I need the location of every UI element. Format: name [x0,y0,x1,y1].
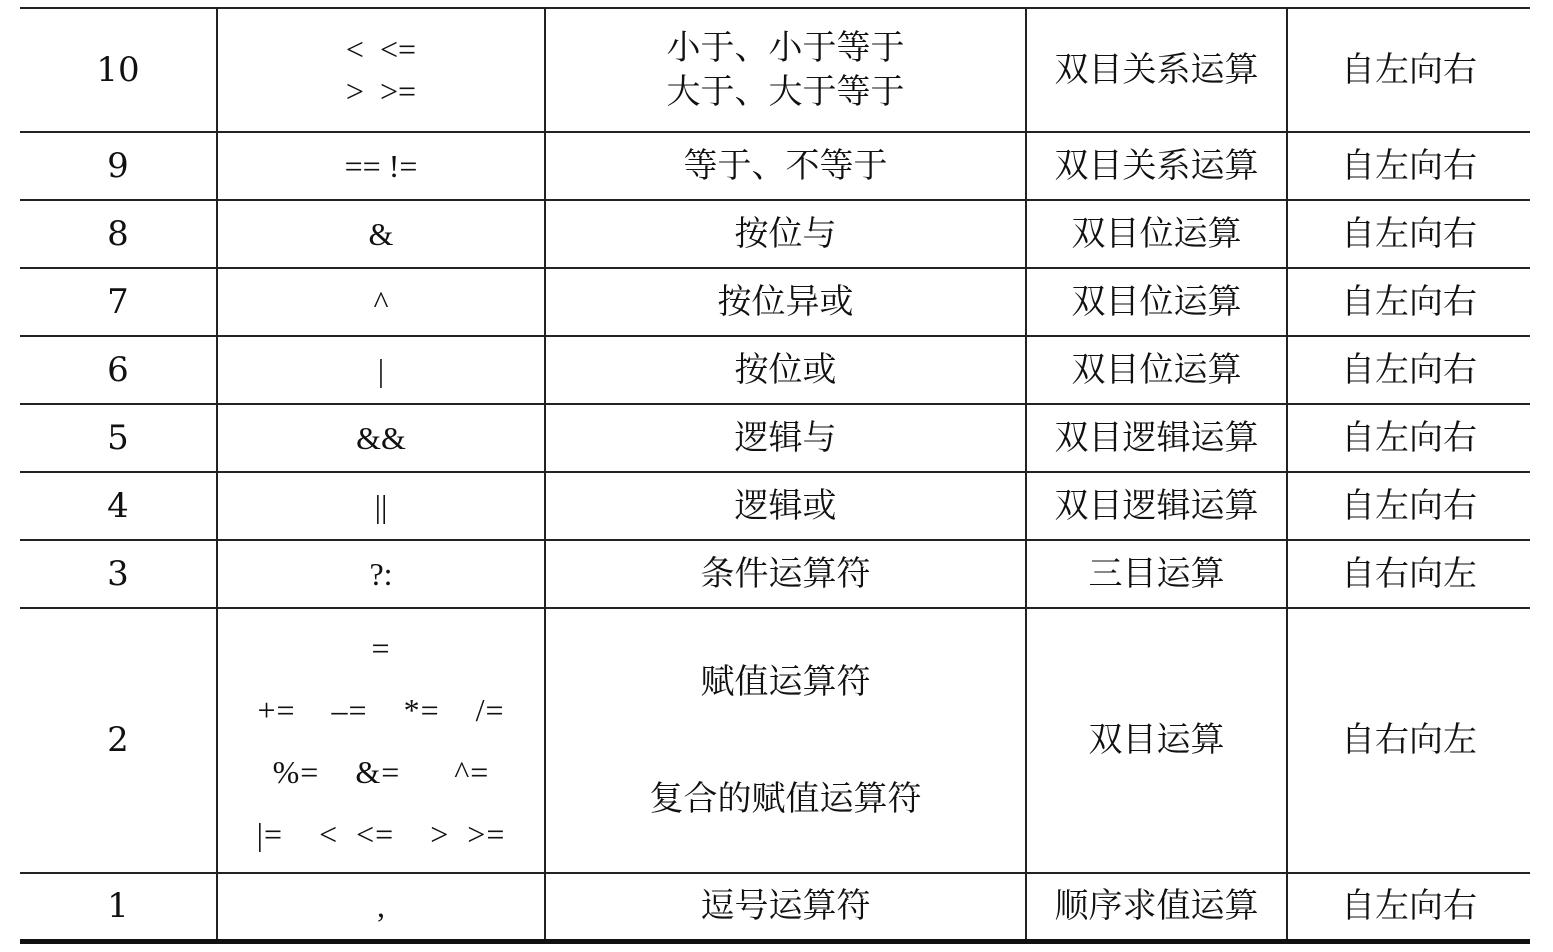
operation-type-cell: 双目位运算 [1026,200,1287,268]
associativity-cell: 自左向右 [1287,404,1530,472]
operation-type-cell: 三目运算 [1026,540,1287,608]
operator-cell [217,404,545,472]
operation-type-cell: 双目位运算 [1026,336,1287,404]
precedence-level-cell: 10 [20,8,217,132]
table-row [20,200,1530,268]
operator-cell [217,608,545,873]
table-row [20,404,1530,472]
table-row [20,8,1530,132]
table-row [20,873,1530,941]
operator-name-cell [545,8,1026,132]
precedence-level-cell: 3 [20,540,217,608]
operator-text: < <= [345,31,417,67]
operator-name-text: 大于、大于等于 [666,72,905,112]
operation-type-cell: 顺序求值运算 [1026,873,1287,941]
operator-name-cell: 等于、不等于 [545,132,1026,200]
associativity-cell: 自左向右 [1287,336,1530,404]
operator-cell [217,8,545,132]
operator-name-text: 复合的赋值运算符 [649,778,922,819]
operator-cell [217,472,545,540]
precedence-level-cell: 2 [20,608,217,873]
associativity-cell: 自左向右 [1287,268,1530,336]
operator-text: = [371,629,391,666]
operator-cell [217,132,545,200]
operator-text: == != [344,147,418,184]
operator-text: | [377,351,385,388]
operation-type-cell: 双目逻辑运算 [1026,472,1287,540]
operator-text: , [377,888,385,924]
operator-text: || [374,487,388,524]
precedence-level-cell: 9 [20,132,217,200]
table-row [20,472,1530,540]
operator-text: > >= [345,73,417,109]
table-row [20,132,1530,200]
precedence-level-cell: 4 [20,472,217,540]
operator-name-cell: 逻辑或 [545,472,1026,540]
associativity-cell: 自左向右 [1287,873,1530,941]
operator-name-cell: 条件运算符 [545,540,1026,608]
operator-text: ?: [369,555,393,592]
operator-text: && [356,419,406,456]
operator-name-cell: 按位异或 [545,268,1026,336]
table-row [20,608,1530,873]
operator-name-cell: 逗号运算符 [545,873,1026,941]
operator-text: |= < <= > >= [256,815,506,852]
table-row [20,268,1530,336]
precedence-level-cell: 8 [20,200,217,268]
operator-name-cell [545,608,1026,873]
associativity-cell: 自左向右 [1287,472,1530,540]
operator-text: += –= *= /= [257,691,505,728]
associativity-cell: 自右向左 [1287,608,1530,873]
precedence-level-cell: 6 [20,336,217,404]
precedence-level-cell: 7 [20,268,217,336]
associativity-cell: 自左向右 [1287,8,1530,132]
table-row [20,336,1530,404]
operator-cell [217,336,545,404]
precedence-level-cell: 5 [20,404,217,472]
operator-precedence-table [20,7,1530,944]
operator-cell [217,200,545,268]
operation-type-cell: 双目关系运算 [1026,8,1287,132]
table-row [20,540,1530,608]
operation-type-cell: 双目位运算 [1026,268,1287,336]
operation-type-cell: 双目运算 [1026,608,1287,873]
associativity-cell: 自左向右 [1287,132,1530,200]
operator-text: ^ [373,283,389,320]
operator-cell [217,873,545,941]
operation-type-cell: 双目逻辑运算 [1026,404,1287,472]
precedence-level-cell: 1 [20,873,217,941]
operator-cell [217,268,545,336]
operator-text: %= &= ^= [272,753,490,790]
operator-name-text: 赋值运算符 [700,662,871,702]
operator-name-cell: 按位与 [545,200,1026,268]
operator-cell [217,540,545,608]
operator-name-cell: 逻辑与 [545,404,1026,472]
associativity-cell: 自左向右 [1287,200,1530,268]
operator-name-cell: 按位或 [545,336,1026,404]
operator-name-text: 小于、小于等于 [666,27,905,68]
operator-text: & [368,215,394,252]
associativity-cell: 自右向左 [1287,540,1530,608]
operation-type-cell: 双目关系运算 [1026,132,1287,200]
